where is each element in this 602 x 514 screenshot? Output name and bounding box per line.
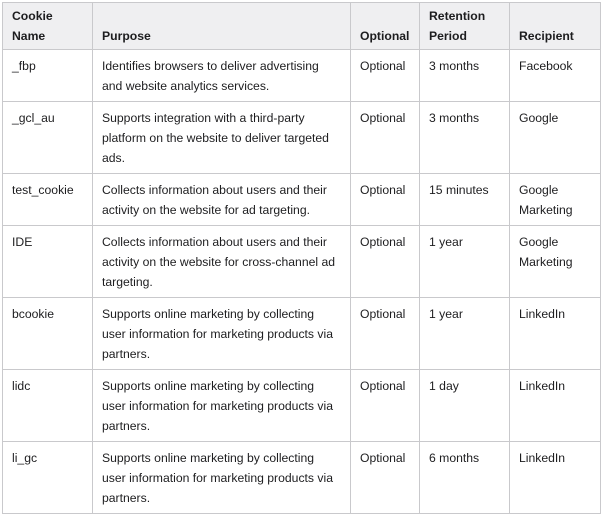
cell-recipient: Google Marketing	[510, 174, 601, 226]
header-row	[3, 3, 601, 50]
table-body	[3, 50, 601, 514]
header-purpose: Purpose	[93, 3, 351, 50]
cookie-table	[2, 2, 601, 514]
cell-recipient: Google Marketing	[510, 226, 601, 298]
cell-retention: 3 months	[420, 102, 510, 174]
cell-optional: Optional	[351, 102, 420, 174]
cell-purpose: Supports online marketing by collecting user information for marketing products via partners.	[93, 370, 351, 442]
table-row	[3, 226, 601, 298]
table-row	[3, 370, 601, 442]
cell-purpose: Collects information about users and their activity on the website for cross-channel ad targeting.	[93, 226, 351, 298]
cell-cookie-name: lidc	[3, 370, 93, 442]
cell-recipient: LinkedIn	[510, 370, 601, 442]
header-retention-period: Retention Period	[420, 3, 510, 50]
cell-retention: 15 minutes	[420, 174, 510, 226]
table-row	[3, 50, 601, 102]
cell-recipient: LinkedIn	[510, 442, 601, 514]
cell-optional: Optional	[351, 442, 420, 514]
cell-optional: Optional	[351, 370, 420, 442]
cell-recipient: Facebook	[510, 50, 601, 102]
cell-recipient: Google	[510, 102, 601, 174]
header-recipient: Recipient	[510, 3, 601, 50]
cell-purpose: Collects information about users and their activity on the website for ad targeting.	[93, 174, 351, 226]
header-cookie-name: Cookie Name	[3, 3, 93, 50]
cell-purpose: Supports online marketing by collecting user information for marketing products via partners.	[93, 298, 351, 370]
cell-optional: Optional	[351, 298, 420, 370]
cell-cookie-name: li_gc	[3, 442, 93, 514]
table-row	[3, 442, 601, 514]
cell-retention: 1 year	[420, 226, 510, 298]
cell-retention: 6 months	[420, 442, 510, 514]
cell-optional: Optional	[351, 226, 420, 298]
cell-optional: Optional	[351, 50, 420, 102]
cell-retention: 1 day	[420, 370, 510, 442]
table-row	[3, 102, 601, 174]
cell-retention: 3 months	[420, 50, 510, 102]
cell-purpose: Supports integration with a third-party platform on the website to deliver targeted ads.	[93, 102, 351, 174]
header-optional: Optional	[351, 3, 420, 50]
cell-optional: Optional	[351, 174, 420, 226]
table-row	[3, 298, 601, 370]
cell-cookie-name: IDE	[3, 226, 93, 298]
table-header	[3, 3, 601, 50]
table-row	[3, 174, 601, 226]
cell-cookie-name: _fbp	[3, 50, 93, 102]
cell-recipient: LinkedIn	[510, 298, 601, 370]
cell-cookie-name: test_cookie	[3, 174, 93, 226]
cell-cookie-name: bcookie	[3, 298, 93, 370]
cell-retention: 1 year	[420, 298, 510, 370]
cell-purpose: Supports online marketing by collecting user information for marketing products via partners.	[93, 442, 351, 514]
cell-cookie-name: _gcl_au	[3, 102, 93, 174]
cell-purpose: Identifies browsers to deliver advertising and website analytics services.	[93, 50, 351, 102]
